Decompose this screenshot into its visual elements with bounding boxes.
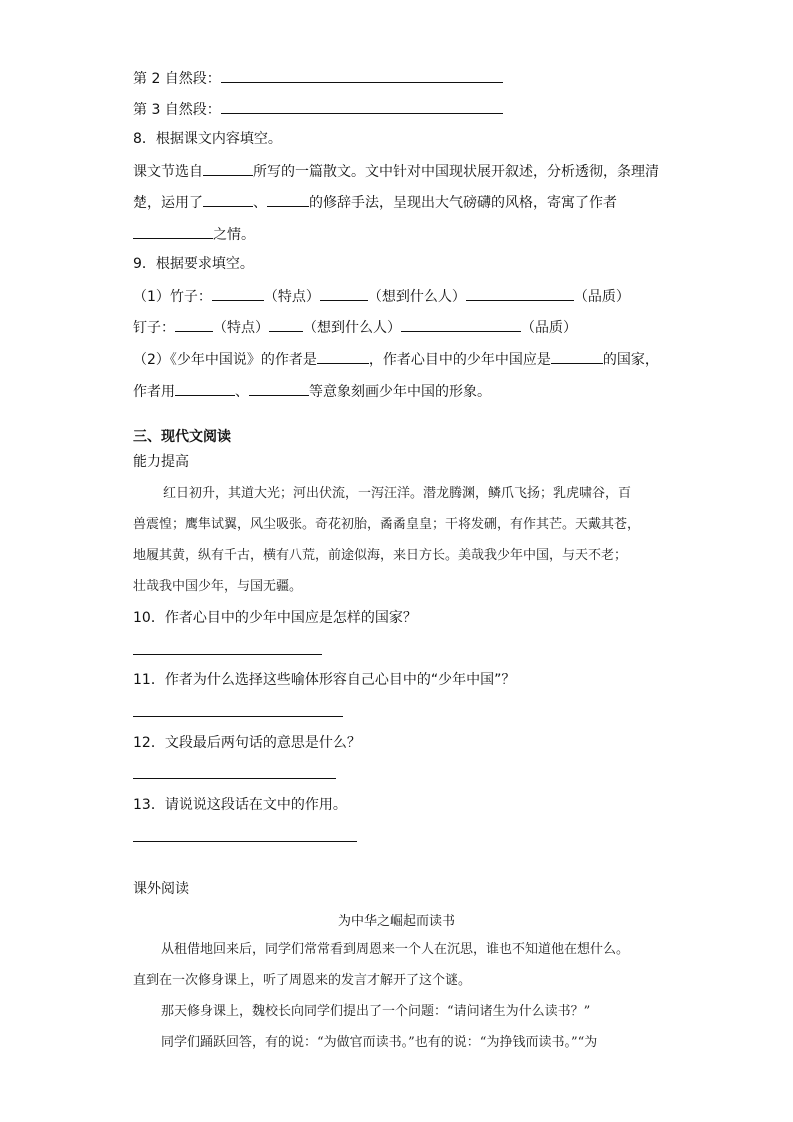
q9-blank[interactable] xyxy=(466,286,574,301)
q9-text: 等意象刻画少年中国的形象。 xyxy=(309,384,491,400)
q8-blank-rhetoric1[interactable] xyxy=(203,192,253,207)
q8-text: 之情。 xyxy=(213,227,255,243)
q9-text: （想到什么人） xyxy=(303,320,401,336)
q9-line1 xyxy=(133,286,630,306)
passage-line: 兽震惶；鹰隼试翼，风尘吸张。奇花初胎，矞矞皇皇；干将发硎，有作其芒。天戴其苍， xyxy=(133,517,641,532)
q9-blank[interactable] xyxy=(175,317,213,332)
q9-blank[interactable] xyxy=(317,349,369,364)
q9-line4 xyxy=(133,381,491,401)
extra-reading-title: 为中华之崛起而读书 xyxy=(337,914,455,929)
q9-text: （特点） xyxy=(263,289,320,305)
q11-answer-line[interactable] xyxy=(133,716,343,717)
q8-blank-emotion[interactable] xyxy=(133,224,213,239)
q9-blank[interactable] xyxy=(175,381,235,396)
q8-text: 、 xyxy=(253,195,267,211)
q8-title: 8．根据课文内容填空。 xyxy=(133,131,282,147)
q8-text: 课文节选自 xyxy=(133,164,203,180)
q9-text: （品质） xyxy=(573,289,630,305)
story-line: 从租借地回来后，同学们常常看到周恩来一个人在沉思，谁也不知道他在想什么。 xyxy=(161,942,630,957)
story-line: 直到在一次修身课上，听了周恩来的发言才解开了这个谜。 xyxy=(133,973,472,988)
para3-row xyxy=(133,99,503,119)
q8-text: 所写的一篇散文。文中针对中国现状展开叙述，分析透彻，条理清 xyxy=(253,164,659,180)
q9-text: 钉子： xyxy=(133,320,175,336)
q9-text: （品质） xyxy=(521,320,577,336)
para2-blank[interactable] xyxy=(221,68,503,83)
q9-blank[interactable] xyxy=(320,286,368,301)
q9-text: ，作者心目中的少年中国应是 xyxy=(368,352,551,368)
q8-line2 xyxy=(133,192,617,212)
q10-answer-line[interactable] xyxy=(133,654,322,655)
q9-blank[interactable] xyxy=(212,286,264,301)
q9-line2 xyxy=(133,317,577,337)
q8-blank-rhetoric2[interactable] xyxy=(267,192,309,207)
section-heading: 三、现代文阅读 xyxy=(133,429,231,445)
para2-label: 第 2 自然段： xyxy=(133,71,221,87)
extra-reading-label: 课外阅读 xyxy=(133,881,189,897)
q8-blank-author[interactable] xyxy=(203,161,253,176)
q9-title: 9．根据要求填空。 xyxy=(133,256,254,272)
passage-line: 地履其黄，纵有千古，横有八荒，前途似海，来日方长。美哉我少年中国，与天不老； xyxy=(133,548,628,563)
q8-text: 的修辞手法，呈现出大气磅礴的风格，寄寓了作者 xyxy=(309,195,617,211)
q9-text: 作者用 xyxy=(133,384,175,400)
q9-blank[interactable] xyxy=(551,349,603,364)
para3-label: 第 3 自然段： xyxy=(133,102,221,118)
para2-row xyxy=(133,68,503,88)
passage-line: 红日初升，其道大光；河出伏流，一泻汪洋。潜龙腾渊，鳞爪飞扬；乳虎啸谷，百 xyxy=(163,486,632,501)
q8-line1 xyxy=(133,161,659,181)
story-line: 同学们踊跃回答，有的说：“为做官而读书。”也有的说：“为挣钱而读书。”“为 xyxy=(161,1035,598,1050)
q12-answer-line[interactable] xyxy=(133,778,336,779)
q9-text: （特点） xyxy=(213,320,269,336)
section-subheading: 能力提高 xyxy=(133,454,189,470)
q9-text: （想到什么人） xyxy=(367,289,466,305)
q13-prompt: 13．请说说这段话在文中的作用。 xyxy=(133,797,347,813)
q9-text: （1）竹子： xyxy=(133,289,212,305)
story-line: 那天修身课上，魏校长向同学们提出了一个问题：“请问诸生为什么读书？” xyxy=(161,1004,591,1019)
q9-text: 、 xyxy=(235,384,249,400)
q13-answer-line[interactable] xyxy=(133,841,357,842)
q9-blank[interactable] xyxy=(269,317,303,332)
q8-text: 楚，运用了 xyxy=(133,195,203,211)
q9-line3 xyxy=(133,349,659,369)
passage-line: 壮哉我中国少年，与国无疆。 xyxy=(133,579,303,594)
q12-prompt: 12．文段最后两句话的意思是什么？ xyxy=(133,735,361,751)
q9-text: 的国家， xyxy=(602,352,659,368)
q9-blank[interactable] xyxy=(401,317,521,332)
q9-text: （2）《少年中国说》的作者是 xyxy=(133,352,317,368)
q11-prompt: 11．作者为什么选择这些喻体形容自己心目中的“少年中国”？ xyxy=(133,672,516,688)
q10-prompt: 10．作者心目中的少年中国应是怎样的国家？ xyxy=(133,610,417,626)
q9-blank[interactable] xyxy=(249,381,309,396)
para3-blank[interactable] xyxy=(221,99,503,114)
q8-line3 xyxy=(133,224,255,244)
